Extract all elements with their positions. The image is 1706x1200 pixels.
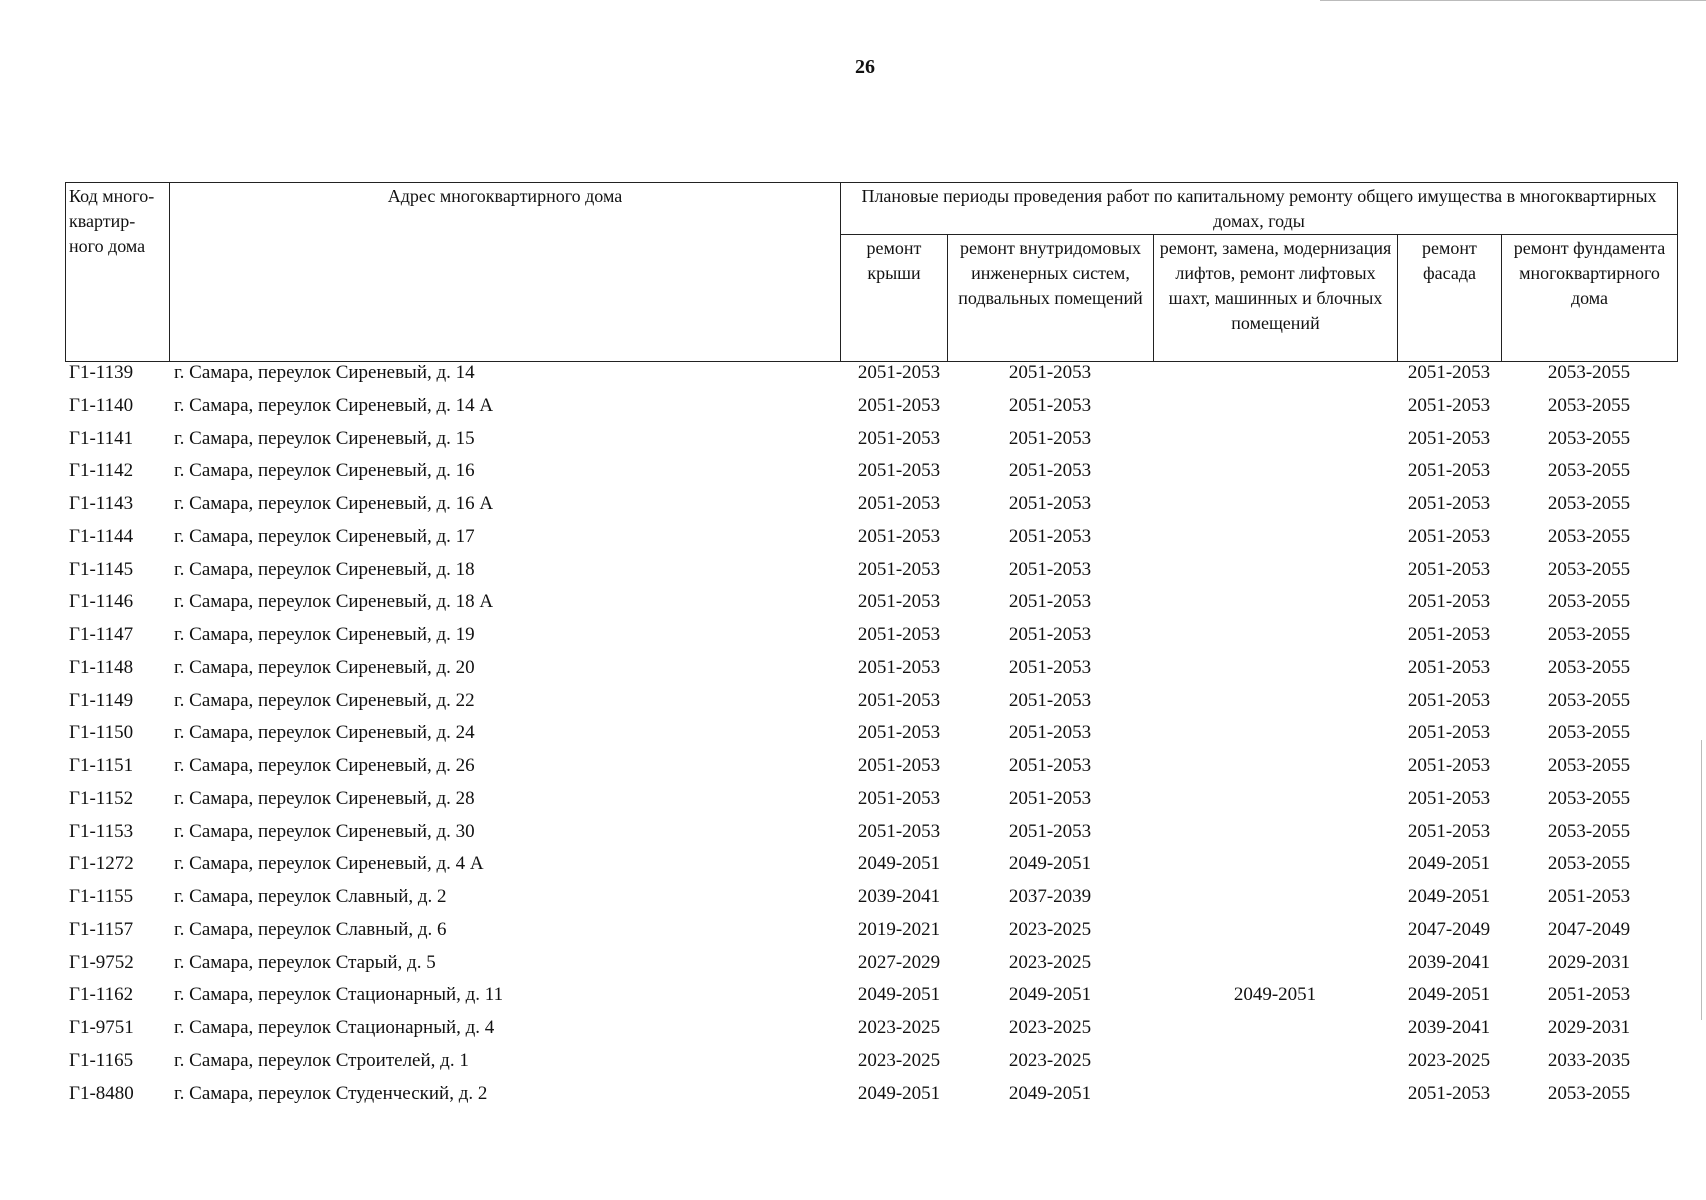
table-row <box>65 916 1677 949</box>
table-header <box>65 182 1678 362</box>
row-engineering-period: 2051-2053 <box>1008 394 1092 416</box>
table-row <box>65 654 1677 687</box>
row-facade-period: 2049-2051 <box>1407 984 1491 1006</box>
row-foundation-period: 2053-2055 <box>1547 525 1631 547</box>
row-code: Г1-9752 <box>69 951 134 973</box>
row-address: г. Самара, переулок Сиреневый, д. 20 <box>174 656 475 678</box>
row-engineering-period: 2051-2053 <box>1008 558 1092 580</box>
row-engineering-period: 2023-2025 <box>1008 951 1092 973</box>
table-row <box>65 1047 1677 1080</box>
row-roof-period: 2051-2053 <box>857 755 941 776</box>
row-facade-period: 2051-2053 <box>1407 820 1491 842</box>
row-foundation-period: 2029-2031 <box>1547 1017 1631 1038</box>
table-row <box>65 523 1677 556</box>
row-foundation-period: 2029-2031 <box>1547 951 1631 973</box>
row-code: Г1-1147 <box>69 624 134 645</box>
row-facade-period: 2051-2053 <box>1407 427 1491 449</box>
row-address: г. Самара, переулок Сиреневый, д. 28 <box>174 787 475 809</box>
row-engineering-period: 2049-2051 <box>1008 1082 1092 1104</box>
row-address: г. Самара, переулок Сиреневый, д. 16 А <box>174 493 494 514</box>
row-foundation-period: 2053-2055 <box>1547 820 1631 842</box>
row-code: Г1-1139 <box>69 362 134 383</box>
header-lifts: ремонт, замена, модернизация лифтов, ремонт лифтовых шахт, машинных и блочных помещений <box>1154 235 1398 362</box>
row-address: г. Самара, переулок Сиреневый, д. 19 <box>174 624 475 645</box>
row-facade-period: 2051-2053 <box>1407 493 1491 514</box>
row-engineering-period: 2051-2053 <box>1008 362 1092 383</box>
row-code: Г1-1143 <box>69 493 134 514</box>
row-roof-period: 2051-2053 <box>857 820 941 842</box>
row-facade-period: 2049-2051 <box>1407 886 1491 907</box>
row-facade-period: 2039-2041 <box>1407 1017 1491 1038</box>
row-address: г. Самара, переулок Сиреневый, д. 22 <box>174 689 475 711</box>
row-address: г. Самара, переулок Сиреневый, д. 4 А <box>174 853 484 875</box>
header-engineering: ремонт внутридомовых инженерных систем, подвальных помещений <box>948 235 1154 362</box>
row-address: г. Самара, переулок Сиреневый, д. 30 <box>174 820 475 842</box>
row-address: г. Самара, переулок Сиреневый, д. 24 <box>174 722 475 744</box>
row-roof-period: 2051-2053 <box>857 460 941 482</box>
row-address: г. Самара, переулок Сиреневый, д. 18 <box>174 558 475 580</box>
row-code: Г1-1165 <box>69 1049 134 1071</box>
row-facade-period: 2051-2053 <box>1407 591 1491 613</box>
row-roof-period: 2039-2041 <box>857 886 941 907</box>
row-engineering-period: 2023-2025 <box>1008 1017 1092 1038</box>
scan-edge-line <box>1320 0 1706 1</box>
row-engineering-period: 2051-2053 <box>1008 525 1092 547</box>
table-row <box>65 818 1677 851</box>
row-address: г. Самара, переулок Сиреневый, д. 18 А <box>174 591 494 613</box>
row-roof-period: 2051-2053 <box>857 722 941 744</box>
row-address: г. Самара, переулок Сиреневый, д. 16 <box>174 460 475 482</box>
row-engineering-period: 2051-2053 <box>1008 656 1092 678</box>
row-code: Г1-1142 <box>69 460 134 482</box>
row-foundation-period: 2053-2055 <box>1547 362 1631 383</box>
row-engineering-period: 2051-2053 <box>1008 493 1092 514</box>
table-row <box>65 752 1677 785</box>
row-facade-period: 2051-2053 <box>1407 362 1491 383</box>
row-foundation-period: 2053-2055 <box>1547 787 1631 809</box>
table-row <box>65 687 1677 720</box>
row-facade-period: 2039-2041 <box>1407 951 1491 973</box>
row-roof-period: 2051-2053 <box>857 362 941 383</box>
row-code: Г1-1148 <box>69 656 134 678</box>
table-row <box>65 588 1677 621</box>
row-address: г. Самара, переулок Старый, д. 5 <box>174 951 436 973</box>
row-foundation-period: 2053-2055 <box>1547 656 1631 678</box>
row-engineering-period: 2037-2039 <box>1008 886 1092 907</box>
row-roof-period: 2051-2053 <box>857 427 941 449</box>
table-row <box>65 359 1677 392</box>
header-facade: ремонт фасада <box>1398 235 1502 362</box>
scan-edge-line <box>1701 740 1702 1020</box>
row-roof-period: 2049-2051 <box>857 853 941 875</box>
row-lifts-period: 2049-2051 <box>1233 984 1317 1006</box>
row-engineering-period: 2051-2053 <box>1008 722 1092 744</box>
row-code: Г1-8480 <box>69 1082 134 1104</box>
row-facade-period: 2047-2049 <box>1407 918 1491 940</box>
row-foundation-period: 2033-2035 <box>1547 1049 1631 1071</box>
row-facade-period: 2051-2053 <box>1407 689 1491 711</box>
row-facade-period: 2051-2053 <box>1407 656 1491 678</box>
row-engineering-period: 2051-2053 <box>1008 460 1092 482</box>
table-row <box>65 883 1677 916</box>
row-roof-period: 2051-2053 <box>857 394 941 416</box>
row-facade-period: 2051-2053 <box>1407 525 1491 547</box>
row-facade-period: 2051-2053 <box>1407 460 1491 482</box>
header-foundation: ремонт фундамента многоквартирного дома <box>1502 235 1678 362</box>
row-foundation-period: 2053-2055 <box>1547 1082 1631 1104</box>
row-engineering-period: 2051-2053 <box>1008 755 1092 776</box>
row-engineering-period: 2023-2025 <box>1008 1049 1092 1071</box>
table-row <box>65 785 1677 818</box>
table-row <box>65 490 1677 523</box>
row-code: Г1-1153 <box>69 820 134 842</box>
row-engineering-period: 2051-2053 <box>1008 624 1092 645</box>
row-roof-period: 2051-2053 <box>857 787 941 809</box>
row-address: г. Самара, переулок Славный, д. 2 <box>174 886 447 907</box>
table-row <box>65 850 1677 883</box>
row-roof-period: 2051-2053 <box>857 558 941 580</box>
row-facade-period: 2023-2025 <box>1407 1049 1491 1071</box>
row-foundation-period: 2047-2049 <box>1547 918 1631 940</box>
row-foundation-period: 2051-2053 <box>1547 886 1631 907</box>
row-code: Г1-1151 <box>69 755 134 776</box>
row-facade-period: 2051-2053 <box>1407 1082 1491 1104</box>
row-foundation-period: 2051-2053 <box>1547 984 1631 1006</box>
row-code: Г1-1155 <box>69 886 134 907</box>
row-address: г. Самара, переулок Сиреневый, д. 15 <box>174 427 475 449</box>
row-foundation-period: 2053-2055 <box>1547 722 1631 744</box>
row-roof-period: 2023-2025 <box>857 1017 941 1038</box>
row-roof-period: 2019-2021 <box>857 918 941 940</box>
row-facade-period: 2051-2053 <box>1407 755 1491 776</box>
row-facade-period: 2051-2053 <box>1407 624 1491 645</box>
row-engineering-period: 2049-2051 <box>1008 853 1092 875</box>
table-row <box>65 392 1677 425</box>
page-number: 26 <box>855 56 875 78</box>
row-facade-period: 2051-2053 <box>1407 787 1491 809</box>
row-foundation-period: 2053-2055 <box>1547 624 1631 645</box>
table-row <box>65 1014 1677 1047</box>
row-roof-period: 2049-2051 <box>857 984 941 1006</box>
row-roof-period: 2049-2051 <box>857 1082 941 1104</box>
table-row <box>65 981 1677 1014</box>
row-roof-period: 2023-2025 <box>857 1049 941 1071</box>
row-foundation-period: 2053-2055 <box>1547 591 1631 613</box>
row-engineering-period: 2049-2051 <box>1008 984 1092 1006</box>
row-code: Г1-1146 <box>69 591 134 613</box>
row-facade-period: 2051-2053 <box>1407 394 1491 416</box>
header-code: Код много-квартир-ного дома <box>66 183 170 362</box>
row-engineering-period: 2051-2053 <box>1008 820 1092 842</box>
table-row <box>65 457 1677 490</box>
row-address: г. Самара, переулок Стационарный, д. 4 <box>174 1017 495 1038</box>
row-code: Г1-1144 <box>69 525 134 547</box>
row-foundation-period: 2053-2055 <box>1547 427 1631 449</box>
table-row <box>65 556 1677 589</box>
row-address: г. Самара, переулок Сиреневый, д. 17 <box>174 525 475 547</box>
row-foundation-period: 2053-2055 <box>1547 853 1631 875</box>
table-row <box>65 621 1677 654</box>
table-row <box>65 425 1677 458</box>
row-roof-period: 2051-2053 <box>857 591 941 613</box>
row-roof-period: 2051-2053 <box>857 493 941 514</box>
row-engineering-period: 2051-2053 <box>1008 689 1092 711</box>
row-address: г. Самара, переулок Стационарный, д. 11 <box>174 984 504 1006</box>
header-periods: Плановые периоды проведения работ по капитальному ремонту общего имущества в многоквартирных домах, годы <box>841 183 1678 235</box>
row-roof-period: 2051-2053 <box>857 689 941 711</box>
row-address: г. Самара, переулок Сиреневый, д. 26 <box>174 755 475 776</box>
row-address: г. Самара, переулок Студенческий, д. 2 <box>174 1082 488 1104</box>
row-foundation-period: 2053-2055 <box>1547 493 1631 514</box>
row-roof-period: 2051-2053 <box>857 656 941 678</box>
row-foundation-period: 2053-2055 <box>1547 460 1631 482</box>
row-code: Г1-1152 <box>69 787 134 809</box>
row-foundation-period: 2053-2055 <box>1547 558 1631 580</box>
row-facade-period: 2051-2053 <box>1407 558 1491 580</box>
row-facade-period: 2049-2051 <box>1407 853 1491 875</box>
row-address: г. Самара, переулок Сиреневый, д. 14 А <box>174 394 494 416</box>
row-code: Г1-1162 <box>69 984 134 1006</box>
row-code: Г1-1157 <box>69 918 134 940</box>
row-code: Г1-1149 <box>69 689 134 711</box>
row-facade-period: 2051-2053 <box>1407 722 1491 744</box>
row-foundation-period: 2053-2055 <box>1547 755 1631 776</box>
row-code: Г1-1150 <box>69 722 134 744</box>
row-engineering-period: 2051-2053 <box>1008 787 1092 809</box>
row-roof-period: 2027-2029 <box>857 951 941 973</box>
row-foundation-period: 2053-2055 <box>1547 394 1631 416</box>
row-engineering-period: 2023-2025 <box>1008 918 1092 940</box>
row-code: Г1-1140 <box>69 394 134 416</box>
row-address: г. Самара, переулок Славный, д. 6 <box>174 918 447 940</box>
row-code: Г1-1141 <box>69 427 134 449</box>
row-engineering-period: 2051-2053 <box>1008 427 1092 449</box>
row-roof-period: 2051-2053 <box>857 525 941 547</box>
row-code: Г1-9751 <box>69 1017 134 1038</box>
header-roof: ремонт крыши <box>841 235 948 362</box>
row-address: г. Самара, переулок Строителей, д. 1 <box>174 1049 469 1071</box>
row-engineering-period: 2051-2053 <box>1008 591 1092 613</box>
table-body <box>65 359 1677 1112</box>
row-address: г. Самара, переулок Сиреневый, д. 14 <box>174 362 475 383</box>
header-address: Адрес многоквартирного дома <box>170 183 841 362</box>
row-code: Г1-1272 <box>69 853 134 875</box>
table-row <box>65 719 1677 752</box>
row-foundation-period: 2053-2055 <box>1547 689 1631 711</box>
row-code: Г1-1145 <box>69 558 134 580</box>
table-row <box>65 1080 1677 1113</box>
table-row <box>65 949 1677 982</box>
row-roof-period: 2051-2053 <box>857 624 941 645</box>
